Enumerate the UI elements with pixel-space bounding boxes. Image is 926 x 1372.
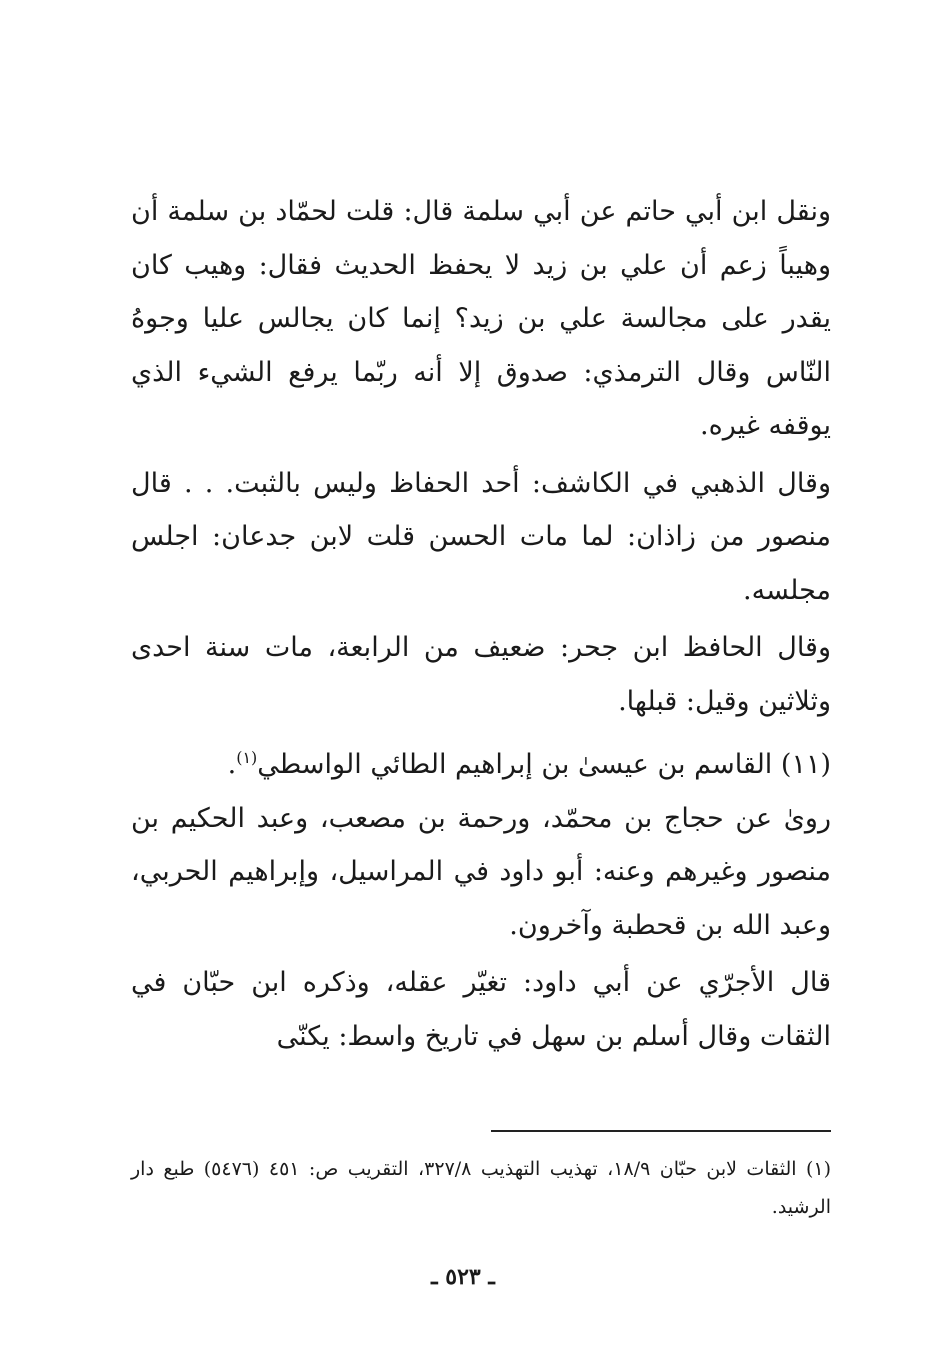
page-number: ـ ٥٢٣ ـ [431, 1264, 495, 1290]
entry-heading [131, 738, 831, 792]
footnote-reference[interactable]: (١) [236, 748, 258, 767]
footnote-separator [491, 1130, 831, 1132]
paragraph-ibn-hajar: وقال الحافظ ابن جحر: ضعيف من الرابعة، مات سنة احدى وثلاثين وقيل: قبلها. [131, 632, 831, 717]
entry-heading-text: (١١) القاسم بن عيسىٰ بن إبراهيم الطائي الواسطي [257, 749, 831, 780]
entry-heading-end: . [227, 749, 237, 780]
paragraph-narrators: رویٰ عن حجاج بن محمّد، ورحمة بن مصعب، وعبد الحكيم بن منصور وغيرهم وعنه: أبو داود في المراسيل، وإبراهيم الحربي، وعبد الله بن قحطبة وآخرون. [131, 802, 831, 941]
main-text [131, 185, 831, 1063]
paragraph-ibn-abi-hatim: ونقل ابن أبي حاتم عن أبي سلمة قال: قلت لحمّاد بن سلمة أن وهيباً زعم أن علي بن زيد لا يحفظ الحديث فقال: وهيب كان يقدر على مجالسة علي بن زيد؟ إنما كان يجالس عليا وجوهُ النّاس وقال الترمذي: صدوق إلا أنه ربّما يرفع الشيء الذي يوقفه غيره. [131, 196, 831, 441]
paragraph-ajurri: قال الأجرّي عن أبي داود: تغيّر عقله، وذكره ابن حبّان في الثقات وقال أسلم بن سهل في تاريخ واسط: يكنّى [131, 967, 831, 1052]
footnotes [131, 1150, 831, 1226]
paragraph-dhahabi: وقال الذهبي في الكاشف: أحد الحفاظ وليس بالثبت. . . قال منصور من زاذان: لما مات الحسن قلت لابن جدعان: اجلس مجلسه. [131, 467, 831, 606]
footnote-1: (١) الثقات لابن حبّان ١٨/٩، تهذيب التهذيب ٣٢٧/٨، التقريب ص: ٤٥١ (٥٤٧٦) طبع دار الرشيد. [131, 1158, 832, 1218]
